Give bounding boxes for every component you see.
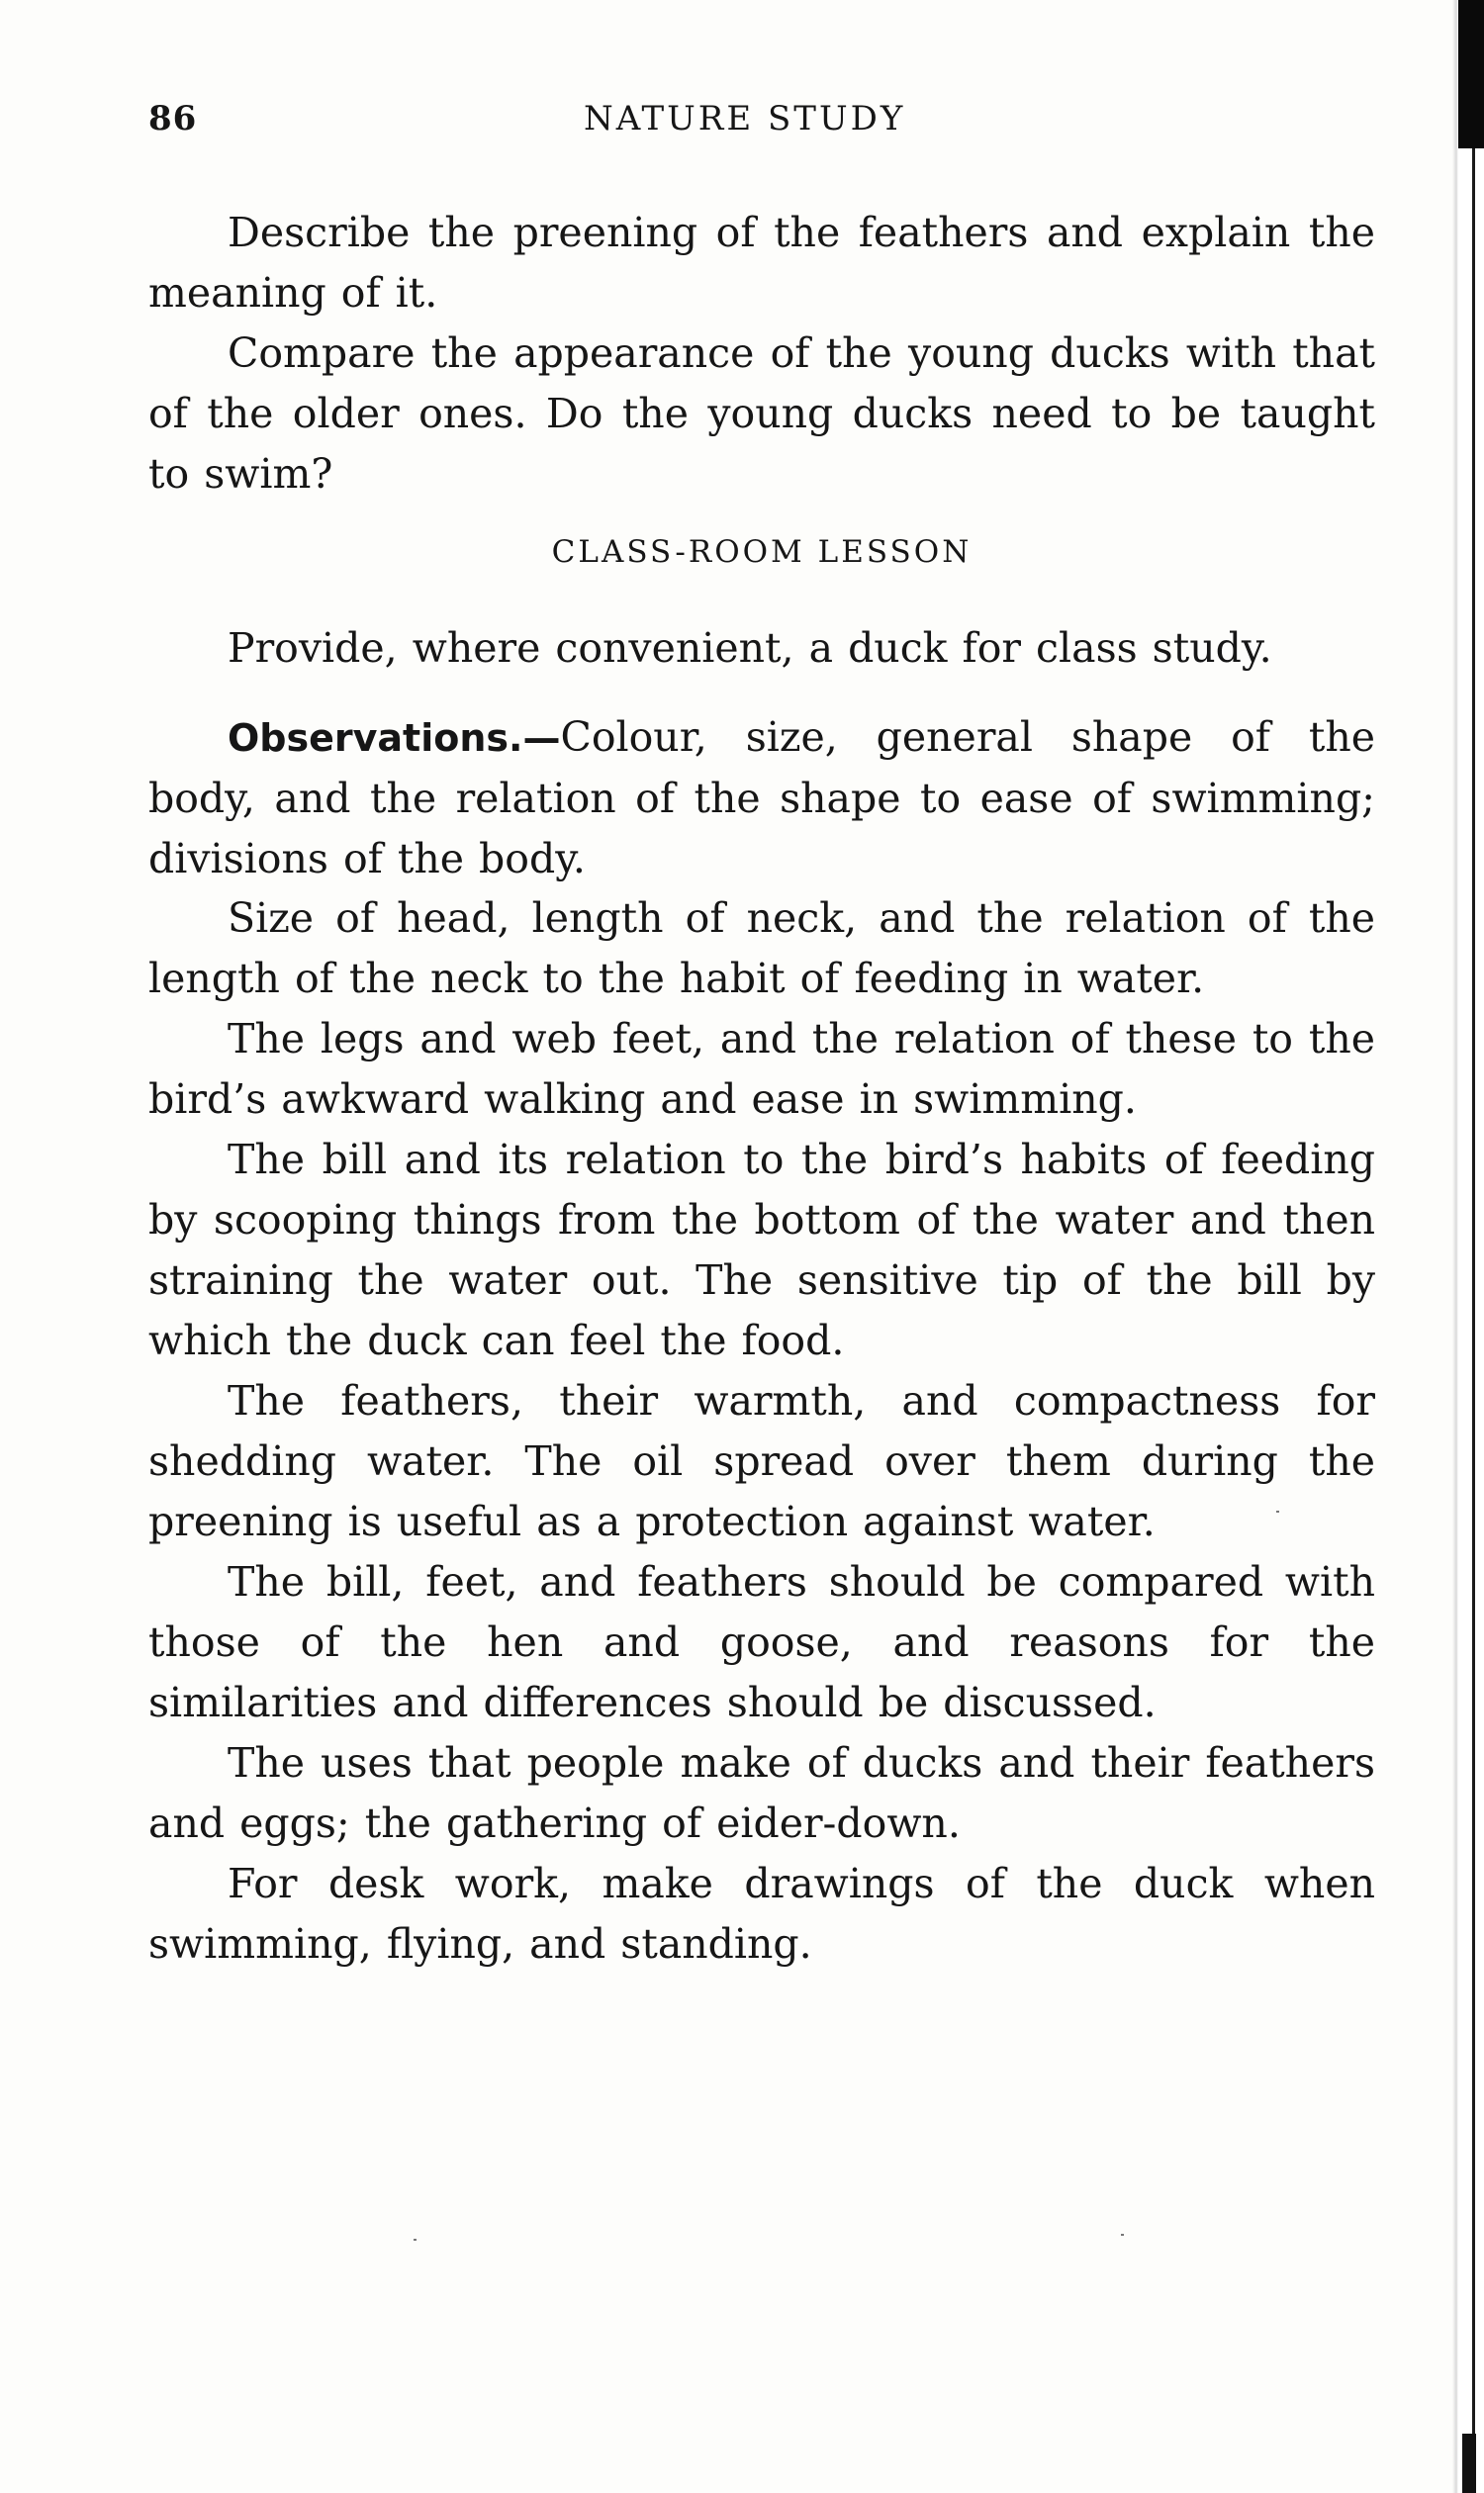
paragraph-text: For desk work, make drawings of the duck when swimming, flying, and standing. <box>148 1860 1375 1968</box>
paragraph-text: The uses that people make of ducks and their feathers and eggs; the gathering of eider-down. <box>148 1739 1375 1847</box>
paragraph-text: Colour, size, general shape of the body, and the relation of the shape to ease of swimming; divisions of the body. <box>148 713 1375 882</box>
paragraph-text: The feathers, their warmth, and compactness for shedding water. The oil spread over them during the preening is useful as a protection against water. <box>148 1377 1375 1545</box>
scan-speck <box>1121 2234 1124 2236</box>
paragraph-text: Provide, where convenient, a duck for class study. <box>228 624 1272 672</box>
paragraph-text: Compare the appearance of the young ducks with that of the older ones. Do the young ducks need to be taught to swim? <box>148 329 1375 498</box>
paragraph-text: Describe the preening of the feathers and explain the meaning of it. <box>148 209 1375 317</box>
paragraph-text: The bill, feet, and feathers should be compared with those of the hen and goose, and reasons for the similarities and differences should be discussed. <box>148 1558 1375 1726</box>
binding-shadow-top <box>1458 0 1484 148</box>
paragraph-desk-work <box>148 1854 1375 1975</box>
paragraph-preening <box>148 203 1375 323</box>
paragraph-text: The bill and its relation to the bird’s habits of feeding by scooping things from the bottom of the water and then straining the water out. The sensitive tip of the bill by which the duck can feel the food. <box>148 1136 1375 1364</box>
paragraph-provide <box>148 618 1375 679</box>
observations-label: Observations.— <box>228 716 561 760</box>
section-heading: CLASS-ROOM LESSON <box>551 534 973 570</box>
scan-speck <box>414 2239 417 2241</box>
paragraph-legs <box>148 1009 1375 1130</box>
paragraph-text: Size of head, length of neck, and the relation of the length of the neck to the habit of feeding in water. <box>148 894 1375 1002</box>
paragraph-observations <box>148 707 1375 889</box>
binding-shadow-bottom <box>1462 2434 1476 2493</box>
scan-speck <box>1276 1511 1279 1513</box>
paragraph-head-neck <box>148 888 1375 1009</box>
paragraph-bill <box>148 1130 1375 1371</box>
paragraph-young-ducks <box>148 323 1375 505</box>
page-number: 86 <box>148 99 198 138</box>
paragraph-text: The legs and web feet, and the relation of these to the bird’s awkward walking and ease in swimming. <box>148 1015 1375 1123</box>
binding-line <box>1472 148 1475 2453</box>
running-title: NATURE STUDY <box>584 99 906 138</box>
binding-edge <box>1444 0 1484 2493</box>
page-header <box>148 99 1375 148</box>
paragraph-uses <box>148 1733 1375 1854</box>
paragraph-feathers <box>148 1371 1375 1552</box>
paragraph-compare <box>148 1552 1375 1733</box>
